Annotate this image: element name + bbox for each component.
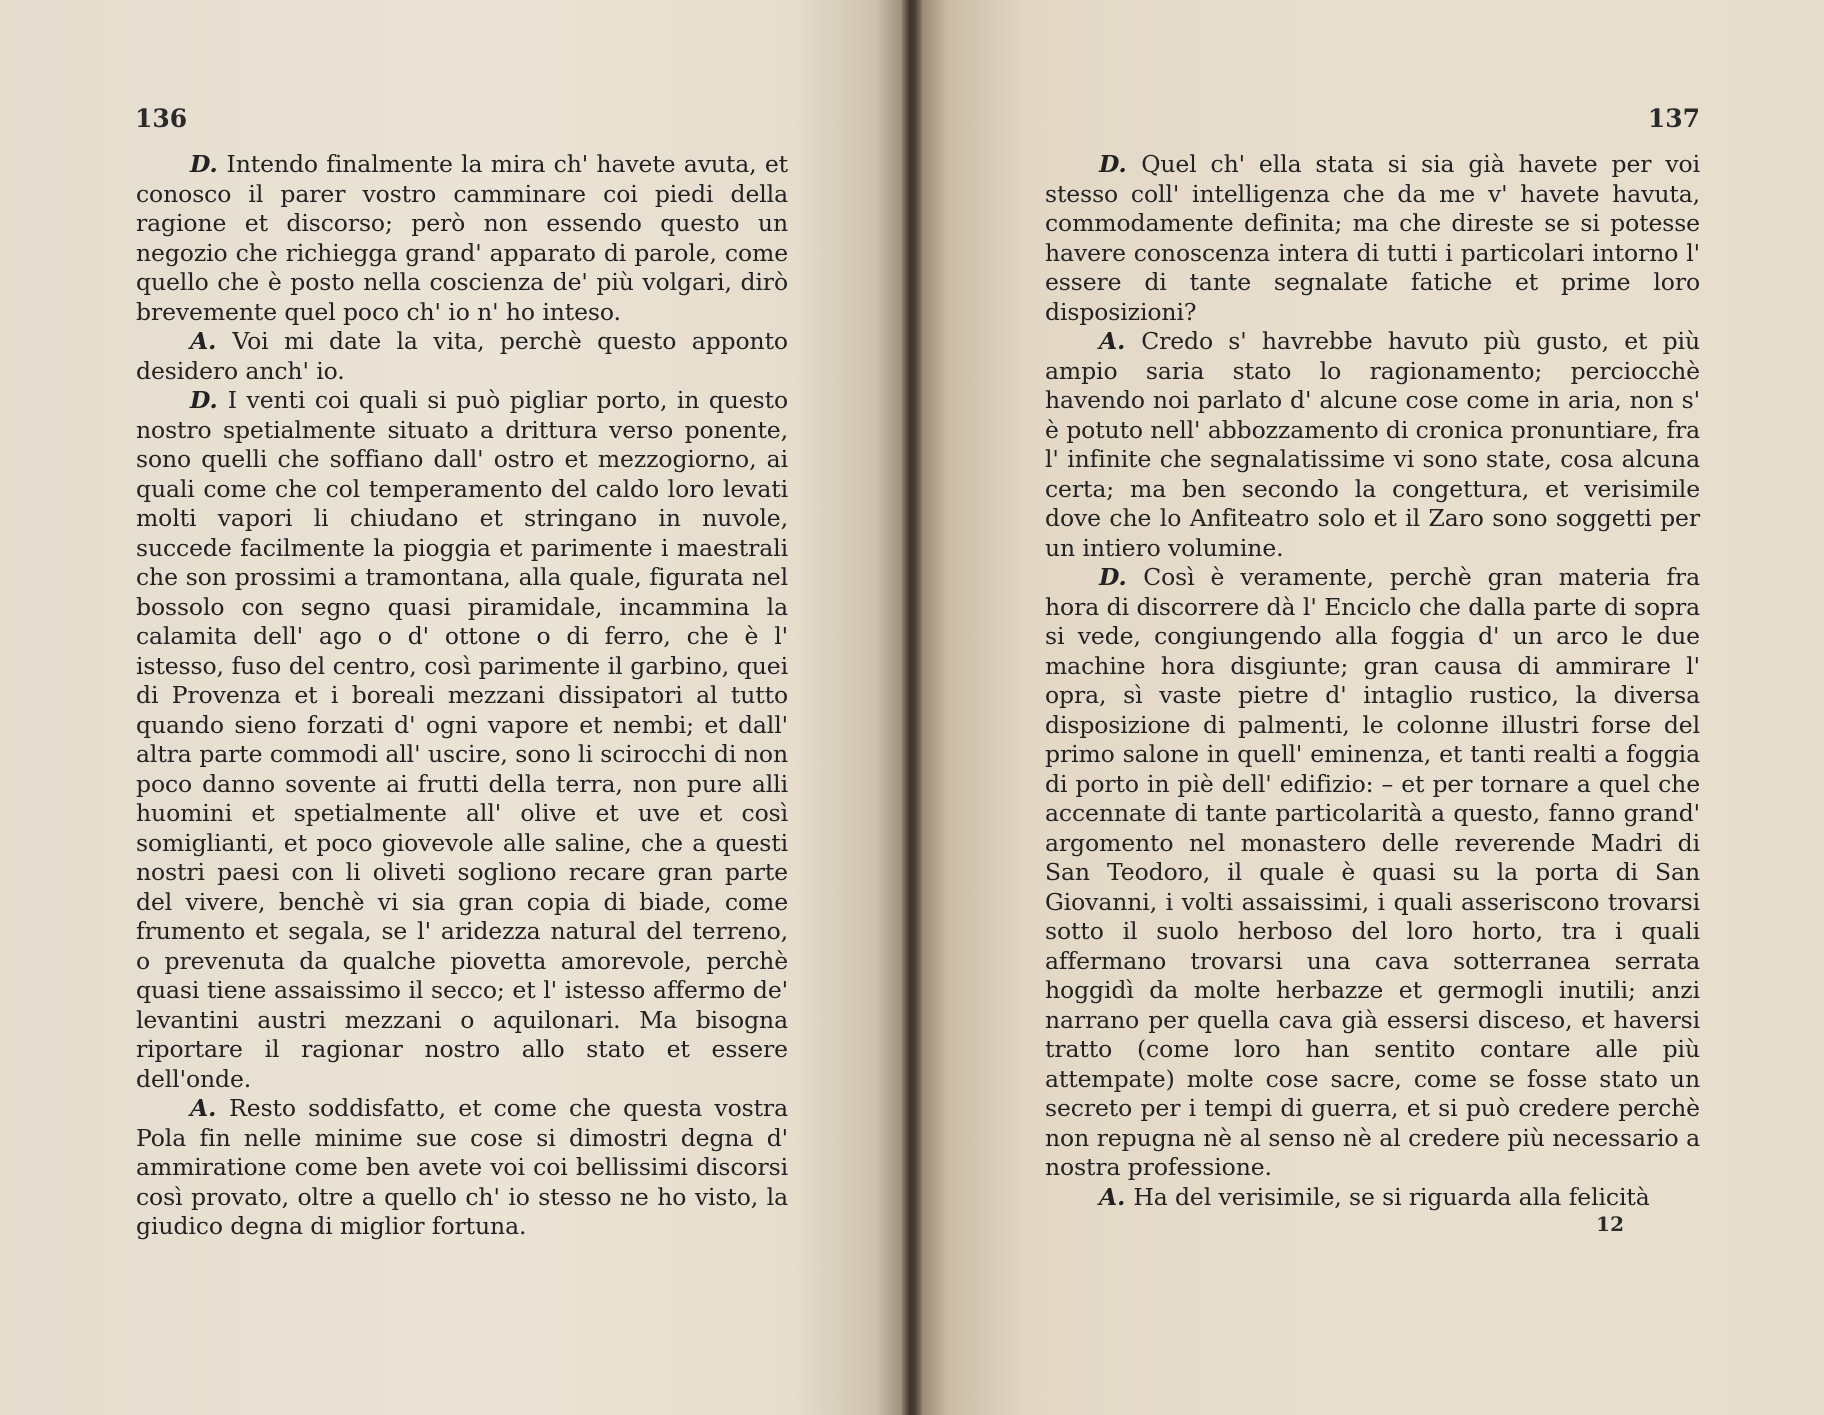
paragraph-text: Voi mi date la vita, perchè questo apponto desidero anch' io. [136, 327, 788, 385]
speaker-label: D. [1099, 150, 1127, 178]
book-gutter [902, 0, 922, 1415]
paragraph-text: Così è veramente, perchè gran materia fra hora di discorrere dà l' Enciclo che dalla parte di sopra si vede, congiungendo alla foggia d' un arco le due machine hora disgiunte; gran causa di ammirare l' opra, sì vaste pietre d' intaglio rustico, la diversa disposizione di palmenti, le colonne illustri forse del primo salone in quell' eminenza, et tanti realti a foggia di porto in piè dell' edifizio: – et per tornare a quel che accennate di tante particolarità a questo, fanno grand' argomento nel monastero delle reverende Madri di San Teodoro, il quale è quasi su la porta di San Giovanni, i volti assaissimi, i quali asseriscono trovarsi sotto il suolo herboso del loro horto, tra i quali affermano trovarsi una cava sotterranea serrata hoggidì da molte herbazze et germogli inutili; anzi narrano per quella cava già essersi disceso, et haversi tratto (come loro han sentito contare alle più attempate) molte cose sacre, come se fosse stato un secreto per i tempi di guerra, et si può credere perchè non repugna nè al senso nè al credere più necessario a nostra professione. [1045, 563, 1700, 1181]
speaker-label: D. [190, 150, 218, 178]
speaker-label: A. [190, 1094, 217, 1122]
paragraph-text: Credo s' havrebbe havuto più gusto, et più ampio saria stato lo ragionamento; perciocchè havendo noi parlato d' alcune cose come in aria, non s' è potuto nell' abbozzamento di cronica pronuntiare, fra l' infinite che segnalatissime vi sono state, cosa alcuna certa; ma ben secondo la congettura, et verisimile dove che lo Anfiteatro solo et il Zaro sono soggetti per un intiero volumine. [1045, 327, 1700, 562]
page-number-left: 136 [135, 104, 188, 133]
paragraph-text: Quel ch' ella stata si sia già havete per voi stesso coll' intelligenza che da me v' havete havuta, commodamente definita; ma che direste se si potesse havere conoscenza intera di tutti i particolari intorno l' essere di tante segnalate fatiche et prime loro disposizioni? [1045, 150, 1700, 326]
paragraph-text: I venti coi quali si può pigliar porto, in questo nostro spetialmente situato a drittura verso ponente, sono quelli che soffiano dall' ostro et mezzogiorno, ai quali come che col temperamento del caldo loro levati molti vapori li chiudano et stringano in nuvole, succede facilmente la pioggia et parimente i maestrali che son prossimi a tramontana, alla quale, figurata nel bossolo con segno quasi piramidale, incammina la calamita dell' ago o d' ottone o di ferro, che è l' istesso, fuso del centro, così parimente il garbino, quei di Provenza et i boreali mezzani dissipatori al tutto quando sieno forzati d' ogni vapore et nembi; et dall' altra parte commodi all' uscire, sono li scirocchi di non poco danno sovente ai frutti della terra, non pure alli huomini et spetialmente all' olive et uve et così somiglianti, et poco giovevole alle saline, che a questi nostri paesi con li oliveti sogliono recare gran parte del vivere, benchè vi sia gran copia di biade, come frumento et segala, se l' aridezza natural del terreno, o prevenuta da qualche piovetta amorevole, perchè quasi tiene assaissimo il secco; et l' istesso affermo de' levantini austri mezzani o aquilonari. Ma bisogna riportare il ragionar nostro allo stato et essere dell'onde. [136, 386, 788, 1093]
speaker-label: A. [1099, 327, 1126, 355]
dialogue-paragraph [1045, 327, 1700, 563]
paragraph-text: Intendo finalmente la mira ch' havete avuta, et conosco il parer vostro camminare coi piedi della ragione et discorso; però non essendo questo un negozio che richiegga grand' apparato di parole, come quello che è posto nella coscienza de' più volgari, dirò brevemente quel poco ch' io n' ho inteso. [136, 150, 788, 326]
speaker-label: A. [190, 327, 217, 355]
right-page [922, 0, 1824, 1415]
speaker-label: D. [1099, 563, 1127, 591]
dialogue-paragraph [136, 386, 788, 1094]
page-number-right: 137 [1647, 104, 1700, 133]
left-page [0, 0, 902, 1415]
dialogue-paragraph [1045, 1183, 1700, 1213]
dialogue-paragraph [136, 150, 788, 327]
left-text-block [136, 150, 788, 1242]
dialogue-paragraph [1045, 150, 1700, 327]
speaker-label: D. [190, 386, 218, 414]
right-text-block [1045, 150, 1700, 1212]
paragraph-text: Ha del verisimile, se si riguarda alla felicità [1133, 1182, 1650, 1211]
speaker-label: A. [1099, 1182, 1126, 1211]
dialogue-paragraph [136, 327, 788, 386]
signature-mark: 12 [1596, 1212, 1624, 1236]
paragraph-text: Resto soddisfatto, et come che questa vostra Pola fin nelle minime sue cose si dimostri degna d' ammiratione come ben avete voi coi bellissimi discorsi così provato, oltre a quello ch' io stesso ne ho visto, la giudico degna di miglior fortuna. [136, 1094, 788, 1240]
dialogue-paragraph [136, 1094, 788, 1242]
dialogue-paragraph [1045, 563, 1700, 1183]
